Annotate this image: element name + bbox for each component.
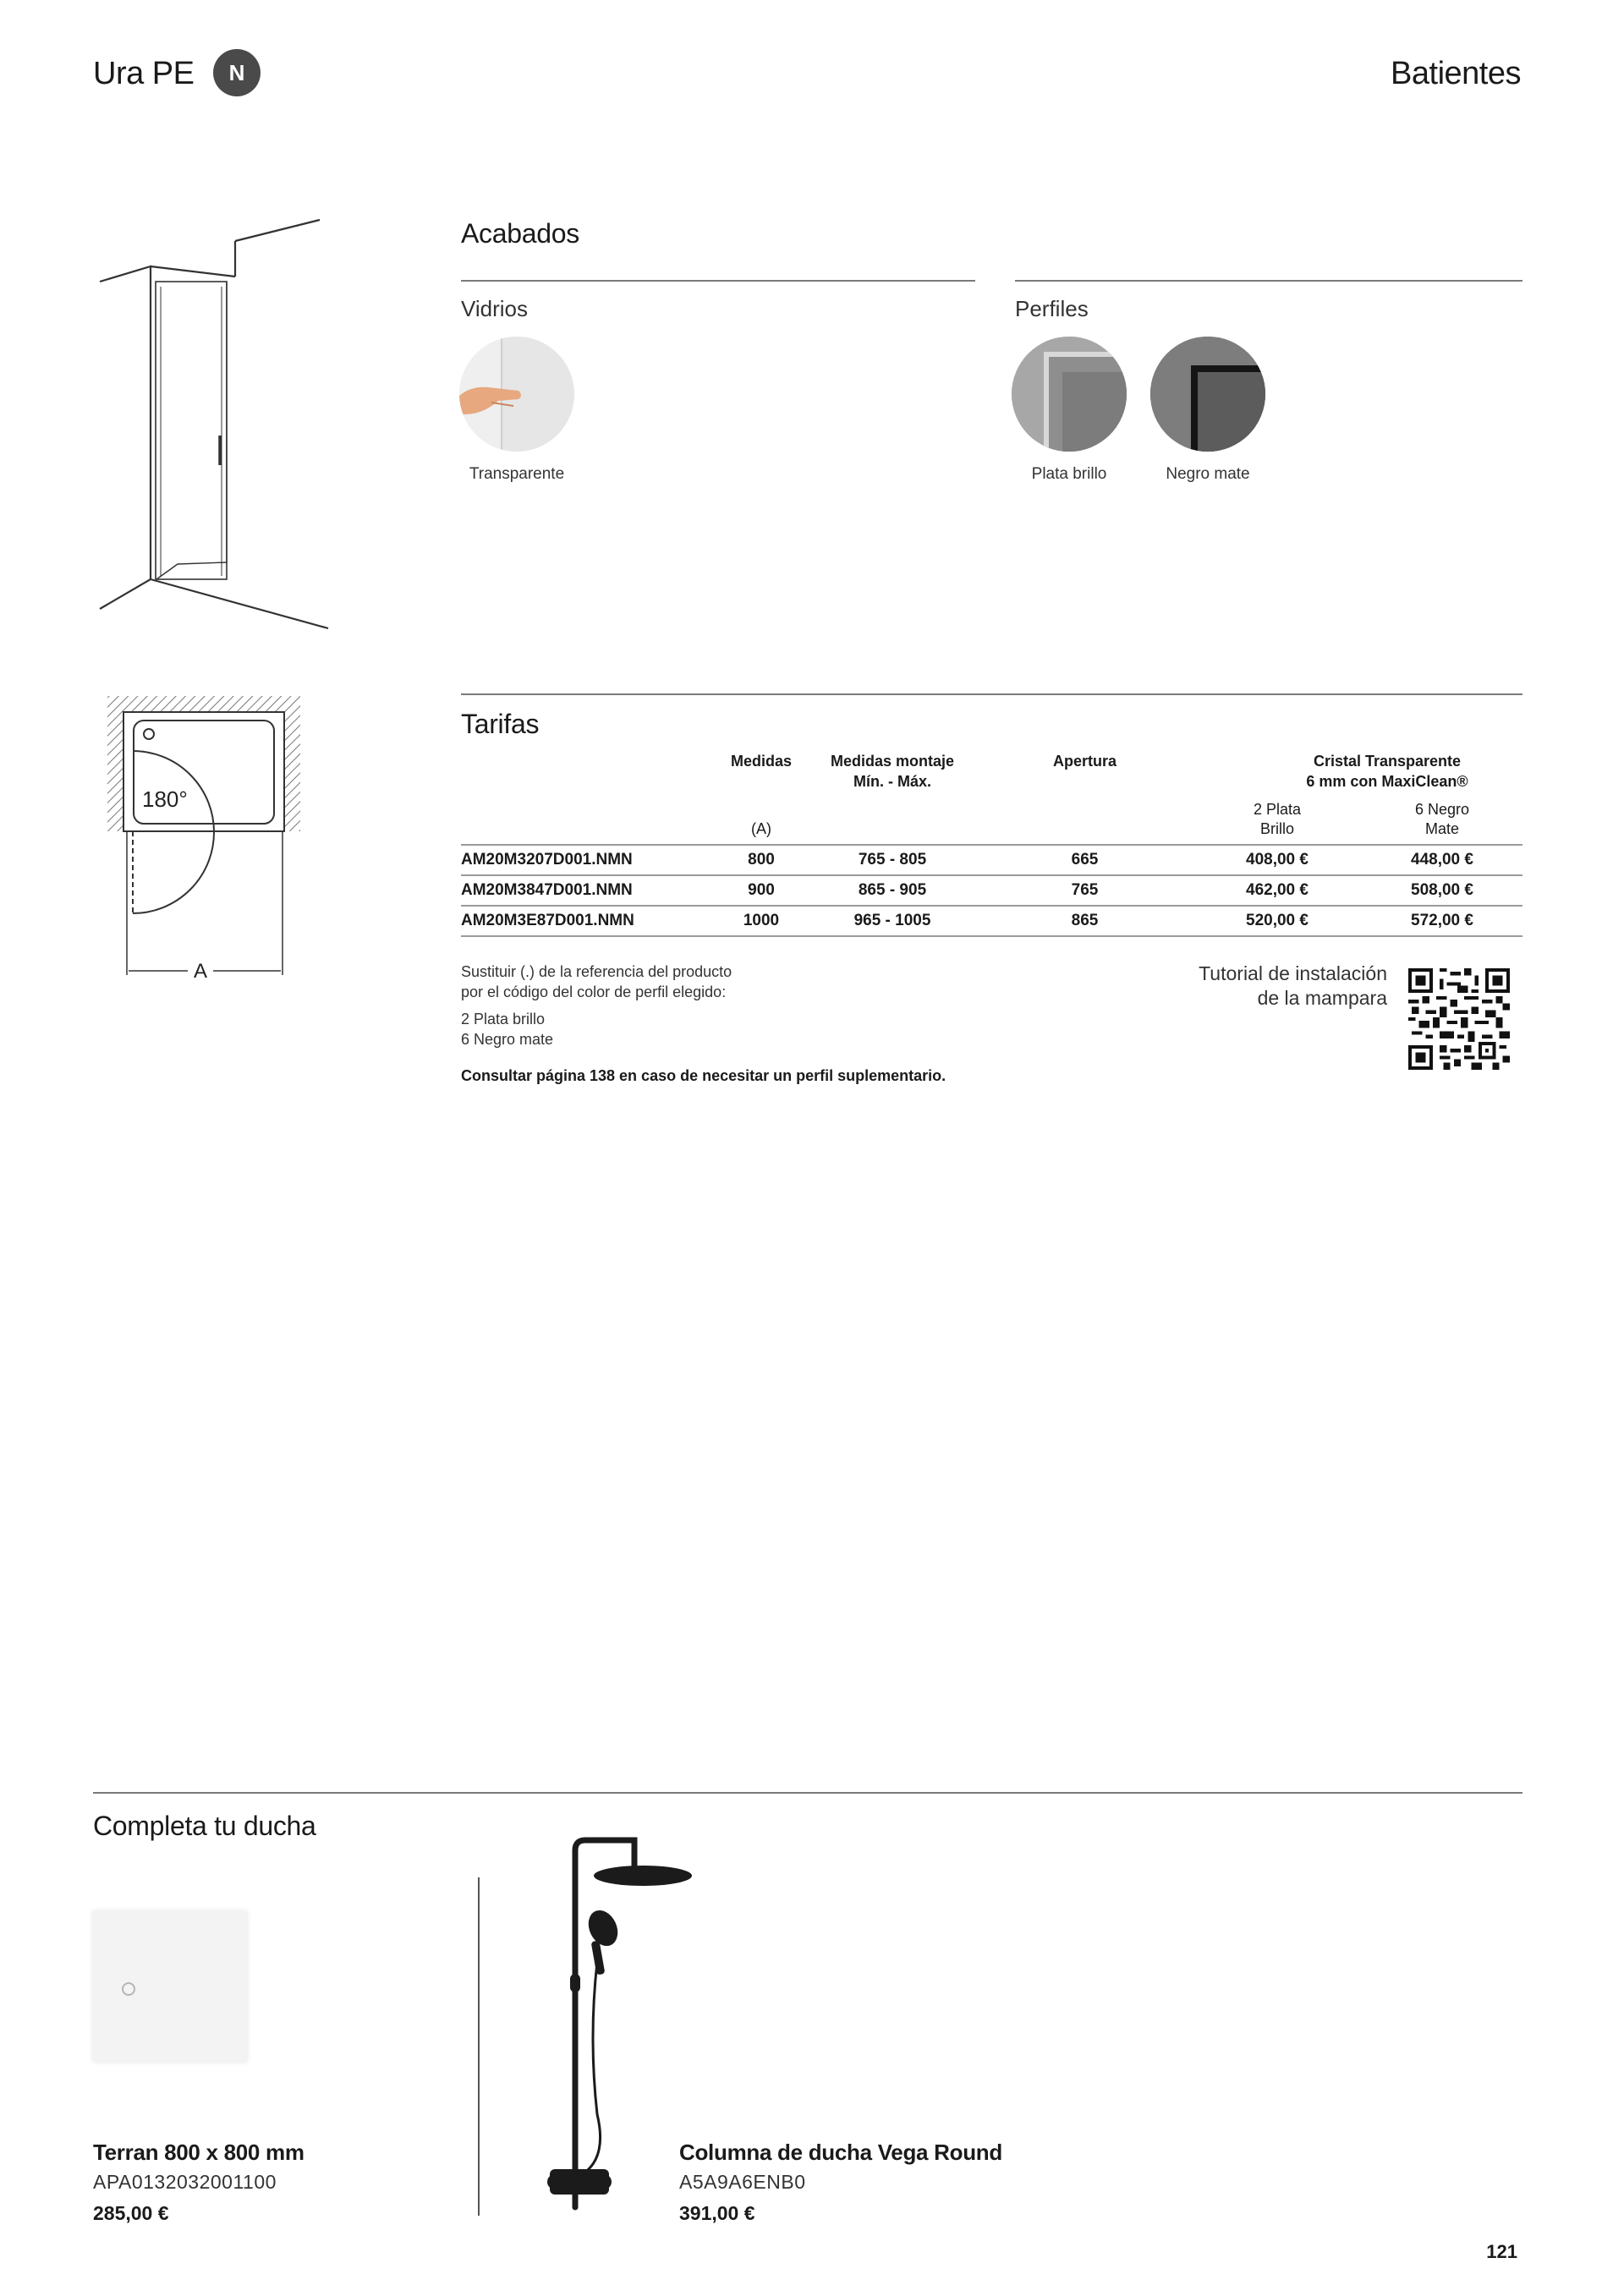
note-line3: 2 Plata brillo	[461, 1011, 546, 1027]
header-medidas: Medidas	[730, 753, 793, 770]
swatch-transparente	[459, 337, 574, 452]
shower-column-image	[516, 1835, 702, 2241]
suplementario-note: Consultar página 138 en caso de necesitar un perfil suplementario.	[461, 1067, 946, 1084]
cell-negro: 508,00 €	[1362, 875, 1522, 906]
perfiles-rule	[1015, 280, 1522, 282]
cell-apertura: 765	[977, 875, 1193, 906]
cell-plata: 520,00 €	[1193, 906, 1362, 936]
header-plata-line2: Brillo	[1259, 820, 1294, 837]
cell-ref: AM20M3E87D001.NMN	[461, 906, 715, 936]
category-title: Batientes	[1391, 56, 1521, 91]
substitution-note	[461, 962, 732, 1049]
product-name: Columna de ducha Vega Round	[679, 2140, 1002, 2165]
cell-apertura: 665	[977, 845, 1193, 875]
note-line4: 6 Negro mate	[461, 1031, 554, 1048]
cell-negro: 448,00 €	[1362, 845, 1522, 875]
vidrios-label: Vidrios	[461, 296, 529, 321]
qr-code-icon[interactable]	[1408, 968, 1510, 1070]
cell-plata: 408,00 €	[1193, 845, 1362, 875]
header-montaje-line2: Mín. - Máx.	[853, 773, 931, 790]
product-price: 285,00 €	[93, 2202, 169, 2224]
caption-transparente: Transparente	[469, 465, 565, 483]
cell-medidas: 800	[715, 845, 808, 875]
tarifas-title: Tarifas	[461, 709, 540, 739]
shower-tray-image	[93, 1911, 247, 2062]
tutorial-text	[1199, 962, 1387, 1011]
table-row	[461, 875, 1522, 906]
vidrios-rule	[461, 280, 975, 282]
cell-negro: 572,00 €	[1362, 906, 1522, 936]
product-card-terran[interactable]	[93, 2140, 304, 2225]
header-medidas-unit: (A)	[751, 820, 771, 837]
header-montaje	[808, 751, 977, 792]
product-name: Terran 800 x 800 mm	[93, 2140, 304, 2165]
cell-ref: AM20M3847D001.NMN	[461, 875, 715, 906]
cell-apertura: 865	[977, 906, 1193, 936]
page-number: 121	[1486, 2241, 1517, 2262]
caption-negro-mate: Negro mate	[1166, 465, 1250, 483]
note-line1: Sustituir (.) de la referencia del producto	[461, 963, 732, 980]
header-cristal-line1: Cristal Transparente	[1313, 753, 1462, 770]
table-subheader-row	[461, 792, 1522, 845]
product-title: Ura PE	[93, 56, 195, 91]
note-line2: por el código del color de perfil elegido:	[461, 984, 727, 1000]
completa-rule	[93, 1792, 1522, 1794]
header-negro-line2: Mate	[1424, 820, 1460, 837]
product-ref: APA0132032001100	[93, 2171, 277, 2193]
shower-door-drawing	[93, 216, 338, 638]
dimension-label: A	[193, 960, 208, 983]
table-row	[461, 845, 1522, 875]
header-plata-brillo	[1193, 792, 1362, 845]
header-cristal-line2: 6 mm con MaxiClean®	[1306, 773, 1468, 790]
swatch-negro-mate	[1150, 337, 1265, 452]
plan-diagram	[103, 692, 315, 996]
header-cristal	[1193, 751, 1522, 792]
table-header-row	[461, 751, 1522, 792]
product-ref: A5A9A6ENB0	[679, 2171, 806, 2193]
header-negro-mate	[1362, 792, 1522, 845]
tutorial-line1: Tutorial de instalación	[1199, 962, 1387, 984]
angle-label: 180°	[142, 786, 188, 812]
acabados-title: Acabados	[461, 218, 579, 249]
caption-plata-brillo: Plata brillo	[1031, 465, 1107, 483]
cell-medidas: 900	[715, 875, 808, 906]
cell-montaje: 965 - 1005	[808, 906, 977, 936]
swatch-plata-brillo	[1012, 337, 1127, 452]
tutorial-line2: de la mampara	[1257, 987, 1387, 1009]
completa-title: Completa tu ducha	[93, 1811, 316, 1841]
cell-montaje: 765 - 805	[808, 845, 977, 875]
product-divider	[478, 1877, 480, 2216]
table-row	[461, 906, 1522, 936]
new-badge: N	[213, 49, 261, 96]
tarifas-rule	[461, 693, 1522, 695]
header-apertura: Apertura	[1052, 753, 1116, 770]
header-montaje-line1: Medidas montaje	[830, 753, 955, 770]
cell-plata: 462,00 €	[1193, 875, 1362, 906]
perfiles-label: Perfiles	[1015, 296, 1089, 321]
header-negro-line1: 6 Negro	[1414, 801, 1470, 818]
product-card-vega[interactable]	[679, 2140, 1002, 2225]
header-plata-line1: 2 Plata	[1253, 801, 1302, 818]
product-price: 391,00 €	[679, 2202, 755, 2224]
cell-medidas: 1000	[715, 906, 808, 936]
cell-montaje: 865 - 905	[808, 875, 977, 906]
tarifas-table	[461, 751, 1522, 937]
drain-icon	[122, 1982, 135, 1996]
cell-ref: AM20M3207D001.NMN	[461, 845, 715, 875]
